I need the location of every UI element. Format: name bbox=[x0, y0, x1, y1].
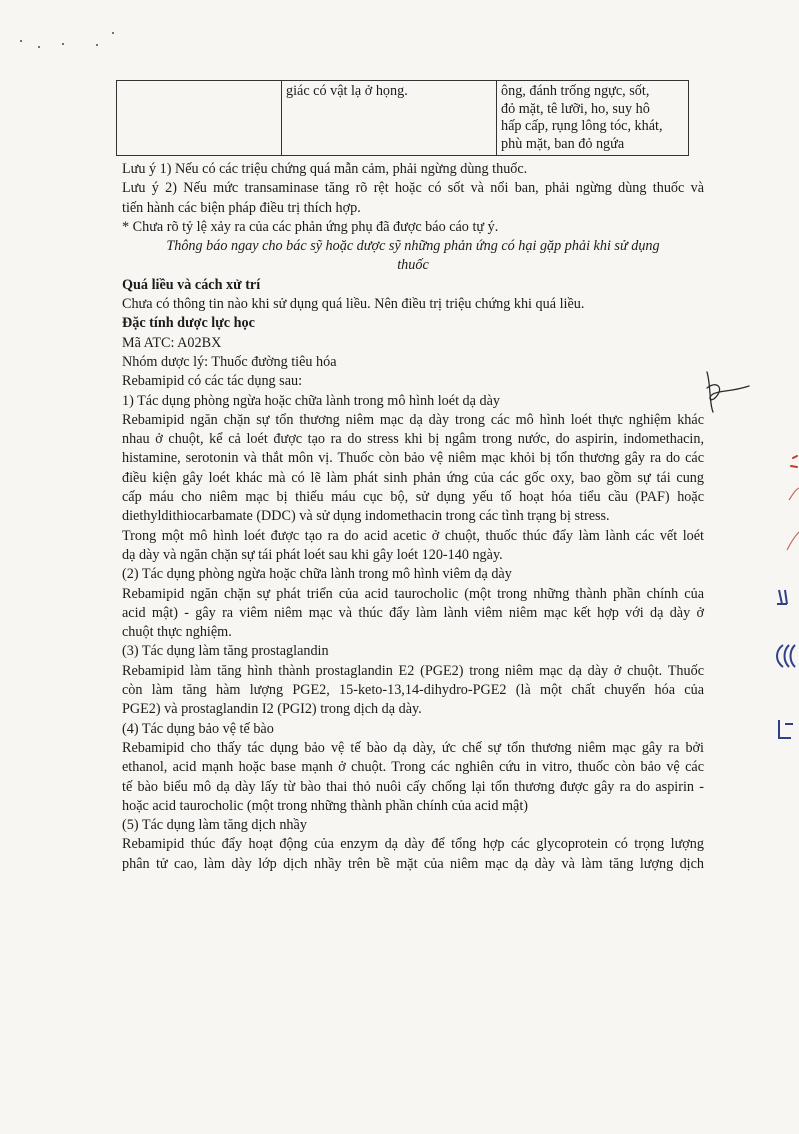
table-row bbox=[117, 81, 689, 156]
note-2-line: tiến hành các biện pháp điều trị thích hợp. bbox=[122, 199, 361, 216]
paragraph-line: Rebamipid ngăn chặn sự tổn thương niêm mạc dạ dày trong các mô hình loét thực nghiệm khác bbox=[122, 411, 704, 428]
pharmacodynamics-heading: Đặc tính dược lực học bbox=[122, 315, 255, 332]
document-body bbox=[122, 160, 704, 874]
paragraph-line: cấp máu cho niêm mạc bị thiếu máu cục bộ, sử dụng yếu tố hoạt hóa tiểu cầu (PAF) hoặc bbox=[122, 489, 704, 506]
note-3: * Chưa rõ tỷ lệ xảy ra của các phản ứng phụ đã được báo cáo tự ý. bbox=[122, 218, 499, 235]
paragraph-line: diethyldithiocarbamate (DDC) và sử dụng indomethacin trong các tình trạng bị stress. bbox=[122, 508, 610, 525]
scan-speck bbox=[38, 46, 40, 48]
seal-stamp-edge bbox=[771, 440, 799, 790]
scan-speck bbox=[20, 40, 22, 42]
section-1-title: 1) Tác dụng phòng ngừa hoặc chữa lành trong mô hình loét dạ dày bbox=[122, 392, 500, 409]
table-cell-symptom bbox=[282, 81, 497, 156]
paragraph-line: Rebamipid thúc đẩy hoạt động của enzym dạ dày để tổng hợp các glycoprotein có trọng lượng bbox=[122, 836, 704, 853]
cell-line: giác có vật lạ ở họng. bbox=[286, 83, 408, 99]
cell-line: phù mặt, ban đỏ ngứa bbox=[501, 135, 625, 152]
paragraph-line: tế bào biểu mô dạ dày lấy từ bào thai thỏ nuôi cấy chống lại tổn thương được gây ra do aspirin - bbox=[122, 778, 704, 795]
section-2-title: (2) Tác dụng phòng ngừa hoặc chữa lành trong mô hình viêm dạ dày bbox=[122, 566, 512, 583]
note-2-line: Lưu ý 2) Nếu mức transaminase tăng rõ rệt hoặc có sốt và nổi ban, phải ngừng dùng thuốc và bbox=[122, 180, 704, 197]
paragraph-line: hoặc acid taurocholic (một trong những thành phần chính của acid mật) bbox=[122, 797, 528, 814]
section-3-title: (3) Tác dụng làm tăng prostaglandin bbox=[122, 643, 329, 660]
paragraph-line: nhau ở chuột, kể cả loét được tạo ra do stress khi bị ngâm trong nước, do aspirin, indomethacin, bbox=[122, 431, 704, 448]
section-5-title: (5) Tác dụng làm tăng dịch nhầy bbox=[122, 817, 307, 834]
paragraph-line: acid mật) - gây ra viêm niêm mạc và thúc đẩy làm lành viêm niêm mạc kết hợp với dạ dày ở bbox=[122, 604, 704, 621]
atc-code: Mã ATC: A02BX bbox=[122, 334, 222, 351]
signature-mark bbox=[697, 368, 753, 424]
paragraph-line: phân tử cao, làm dày lớp dịch nhầy trên bề mặt của niêm mạc dạ dày và làm tăng lượng dịch bbox=[122, 855, 704, 872]
scan-speck bbox=[112, 32, 114, 34]
paragraph-line: điều kiện gây loét khác mà có lẽ làm phát sinh phản ứng của các gốc oxy, bao gồm sự tái cung bbox=[122, 469, 704, 486]
paragraph-line: chuột thực nghiệm. bbox=[122, 624, 232, 641]
note-1: Lưu ý 1) Nếu có các triệu chứng quá mẫn cảm, phải ngừng dùng thuốc. bbox=[122, 161, 528, 177]
paragraph-line: dạ dày và ngăn chặn sự tái phát loét sau khi gây loét 120-140 ngày. bbox=[122, 546, 503, 563]
overdose-text: Chưa có thông tin nào khi sử dụng quá liều. Nên điều trị triệu chứng khi quá liều. bbox=[122, 296, 585, 313]
overdose-heading: Quá liều và cách xử trí bbox=[122, 276, 261, 293]
table-cell-empty bbox=[117, 81, 282, 156]
paragraph-line: PGE2) và prostaglandin I2 (PGI2) trong dịch dạ dày. bbox=[122, 701, 422, 718]
paragraph-line: Rebamipid làm tăng hình thành prostaglandin E2 (PGE2) trong niêm mạc dạ dày ở chuột. Thuốc bbox=[122, 662, 704, 679]
scan-speck bbox=[96, 44, 98, 46]
adverse-effects-table bbox=[116, 80, 689, 156]
section-4-title: (4) Tác dụng bảo vệ tế bào bbox=[122, 720, 274, 737]
paragraph-line: histamine, serotonin và thắt môn vị. Thuốc còn bảo vệ niêm mạc khỏi bị tổn thương gây ra do các bbox=[122, 450, 704, 467]
effects-intro: Rebamipid có các tác dụng sau: bbox=[122, 373, 303, 390]
warning-line: thuốc bbox=[397, 257, 429, 274]
pharmacological-group: Nhóm dược lý: Thuốc đường tiêu hóa bbox=[122, 353, 337, 370]
warning-line: Thông báo ngay cho bác sỹ hoặc dược sỹ những phản ứng có hại gặp phải khi sử dụng bbox=[166, 238, 660, 255]
paragraph-line: Rebamipid cho thấy tác dụng bảo vệ tế bào dạ dày, ức chế sự tổn thương niêm mạc gây ra bởi bbox=[122, 739, 704, 756]
paragraph-line: Trong một mô hình loét được tạo ra do acid acetic ở chuột, thuốc thúc đẩy làm lành các vết loét bbox=[122, 527, 704, 544]
paragraph-line: ethanol, acid mạnh hoặc base mạnh ở chuột. Trong các nghiên cứu in vitro, thuốc còn bảo vệ các bbox=[122, 759, 704, 776]
paragraph-line: còn làm tăng hàm lượng PGE2, 15-keto-13,14-dihydro-PGE2 (là một chất chuyển hóa của bbox=[122, 682, 704, 699]
table-cell-symptoms-list bbox=[497, 81, 689, 156]
paragraph-line: Rebamipid ngăn chặn sự phát triển của acid taurocholic (một trong những thành phần chính của bbox=[122, 585, 704, 602]
cell-line: ông, đánh trống ngực, sốt, bbox=[501, 83, 650, 99]
cell-line: hấp cấp, rụng lông tóc, khát, bbox=[501, 118, 663, 134]
scan-speck bbox=[62, 43, 64, 45]
cell-line: đỏ mặt, tê lưỡi, ho, suy hô bbox=[501, 100, 650, 117]
